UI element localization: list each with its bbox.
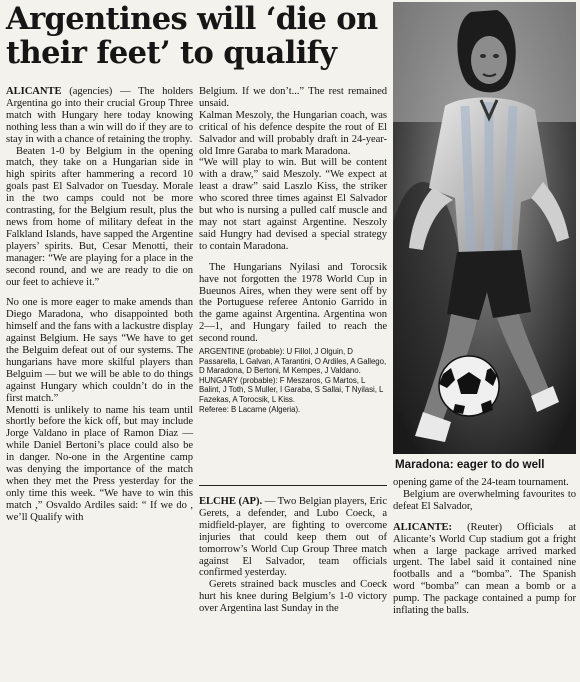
- lineup-hungary: HUNGARY (probable): F Meszaros, G Martos, L Balint, J Toth, S Muller, I Garaba, S Sallai, T Nyilasi, L Fazekas, A Torocsik, L Kiss.: [199, 375, 384, 404]
- article-column-3: [393, 477, 576, 617]
- article-paragraph: ALICANTE: (Reuter) Officials at Alicante’s World Cup stadium got a fright when a large package arrived marked urgent. The label said it contained nine footballs and a “bomba”. The Spanish word “bomba” can mean a bomb or a pump. The package contained a pump for inflating the balls.: [393, 521, 576, 617]
- dateline: ELCHE (AP).: [199, 496, 263, 507]
- lineup-argentina: ARGENTINE (probable): U Fillol, J Olguin, D Passarella, L Galvan, A Tarantini, O Ardiles, A Gallego, D Maradona, D Bertoni, M Kempes, J Valdano.: [199, 347, 387, 376]
- dateline: ALICANTE:: [393, 521, 453, 533]
- dateline: ALICANTE: [6, 86, 62, 97]
- article-paragraph: Kalman Meszoly, the Hungarian coach, was critical of his defence despite the rout of El Salvador and will probably draft in 24-year-old Imre Garaba to mark Maradona.: [199, 109, 387, 157]
- article-paragraph: No one is more eager to make amends than Diego Maradona, who disappointed both himself and the fans with a lackustre display against Belgium. He says “We have to get the Belguim defeat out of our systems. The hungarians have more skilful players than Belguim — but we will be able to do things against Hungary which couldn’t do in the first match.”: [6, 297, 193, 404]
- article-column-1: [6, 86, 193, 524]
- column-divider: [199, 485, 387, 486]
- article-column-2: [199, 86, 387, 414]
- photo-caption: Maradona: eager to do well: [395, 458, 545, 471]
- article-paragraph: ALICANTE (agencies) — The holders Argentina go into their crucial Group Three match with Hungary here today knowing nothing less than a win will do if they are to stay in with a chance of retaining the trophy.: [6, 86, 193, 145]
- article-paragraph: The Hungarians Nyilasi and Torocsik have not forgotten the 1978 World Cup in Bueunos Aires, when they were sent off by the Portuguese referee Antonio Garrido in the game against Argentina. Argentina won 2—1, and Hungary failed to reach the second round.: [199, 261, 387, 345]
- article-paragraph: Belgium. If we don’t...” The rest remained unsaid.: [199, 86, 387, 109]
- headline: Argentines will ‘die on their feet’ to qualify: [6, 1, 378, 71]
- player-photo-image: [393, 2, 576, 454]
- article-paragraph: Belgium are overwhelming favourites to defeat El Salvador,: [393, 488, 576, 512]
- article-paragraph: Beaten 1-0 by Belgium in the opening match, they take on a Hungarian side in high spirits after hammering a record 10 goals past El Salvador on Tuesday. Morale in the two camps could not be more contrasting, for the Belgium result, plus the news from home of military defeat in the Falkland Islands, have sapped the Argentine players’ spirits. But, Cesar Menotti, their manager: “We are playing for a place in the second round, and we are ready to die on our feet to achieve it.”: [6, 145, 193, 288]
- lineup-referee: Referee: B Lacarne (Algeria).: [199, 404, 301, 414]
- article-paragraph: opening game of the 24-team tournament.: [393, 477, 569, 488]
- article-paragraph: Menotti is unlikely to name his team until shortly before the kick off, but may include Jorge Valdano in place of Ramon Diaz — while Daniel Bertoni’s place could also be in danger. No-one in the Argentine camp was denying the importance of the match when they met the Press yesterday for the only time this week. “We have to win this match ,” Osvaldo Ardiles said: “ If we do , we’ll Qualify with: [6, 404, 193, 523]
- article-paragraph: “We will play to win. But will be content with a draw,” said Meszoly. “We expect at least a draw” said Laszlo Kiss, the striker who scored three times against El Salvador but who is nursing a pulled calf muscle and may not start against Argentine. Neszoly said Hungry had devised a special strategy to contain Maradona.: [199, 157, 387, 252]
- article-paragraph: Gerets strained back muscles and Coeck hurt his knee during Belgium’s 1-0 victory over Argentina last Sunday in the: [199, 579, 387, 615]
- team-lineups: [199, 347, 387, 414]
- football-icon: [439, 356, 499, 416]
- brief-elche: [199, 496, 387, 615]
- article-paragraph: ELCHE (AP). — Two Belgian players, Eric Gerets, a defender, and Lubo Coeck, a midfield-player, are fighting to overcome injuries that could keep them out of tomorrow’s World Cup Group Three match against El Salvador, team officials confirmed yesterday.: [199, 496, 387, 579]
- player-photo: [393, 2, 576, 454]
